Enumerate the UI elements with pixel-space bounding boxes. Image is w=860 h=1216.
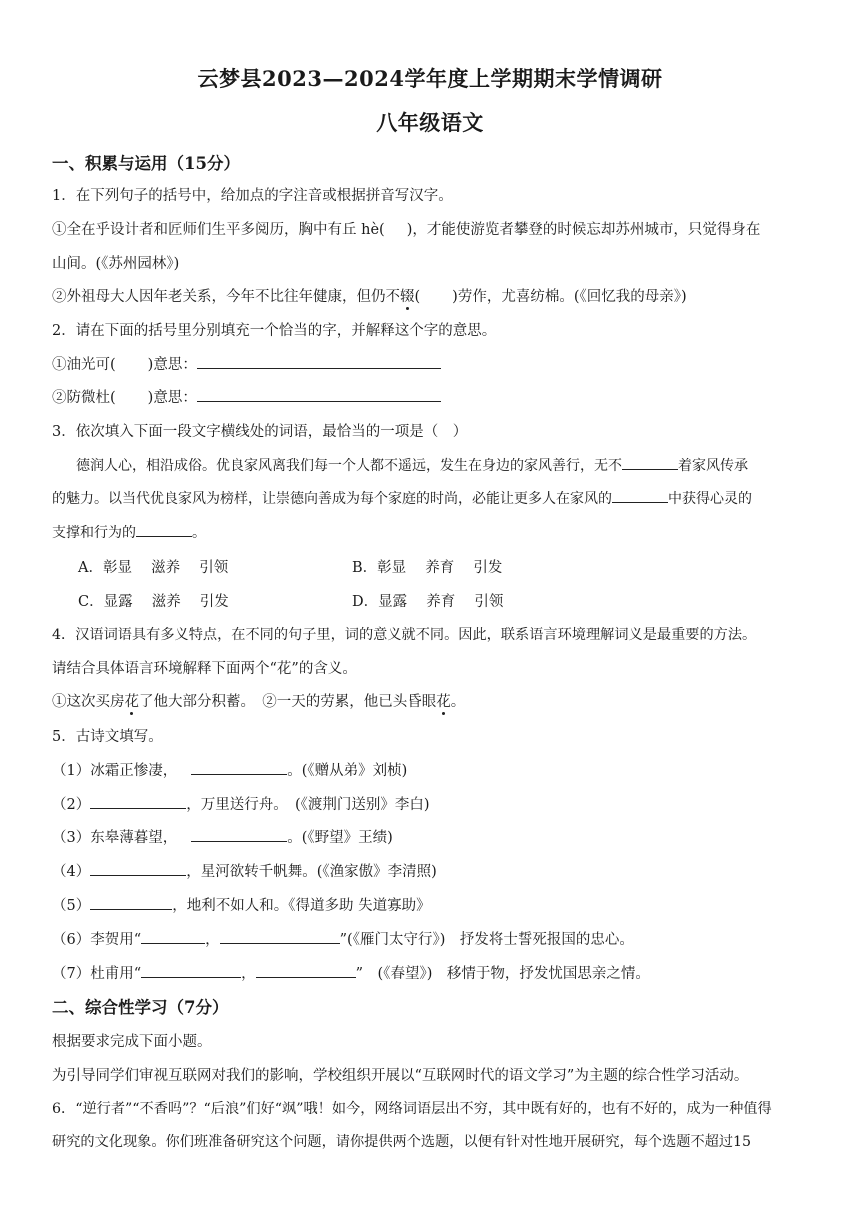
q4-line3: ①这次买房花了他大部分积蓄。 ②一天的劳累，他已头昏眼花。 (52, 694, 466, 710)
q3-option-d[interactable]: D．显露 养育 引领 (352, 594, 504, 610)
q1-stem: 1．在下列句子的括号中，给加点的字注音或根据拼音写汉字。 (52, 188, 453, 204)
q5-item5: （5） ，地利不如人和。《得道多助 失道寡助》 (52, 894, 431, 915)
q5-item4: （4） ，星河欲转千帆舞。(《渔家傲》李清照) (52, 860, 437, 881)
dotted-char: 辍 (400, 289, 415, 305)
q2-item1: ①油光可( )意思： (52, 353, 441, 374)
exam-subtitle: 八年级语文 (376, 110, 484, 135)
q3-option-a[interactable]: A．彰显 滋养 引领 (78, 560, 229, 576)
q5-item3: （3）东皋薄暮望， 。(《野望》王绩) (52, 826, 393, 847)
q3-stem: 3．依次填入下面一段文字横线处的词语，最恰当的一项是（ ） (52, 424, 468, 440)
q2-item2: ②防微杜( )意思： (52, 386, 441, 407)
q5-item1: （1）冰霜正惨凄， 。(《赠从弟》刘桢) (52, 759, 407, 780)
answer-blank[interactable] (90, 793, 186, 809)
q6-line1: 6．“逆行者”“不香吗”？“后浪”们好“飒”哦！如今，网络词语层出不穷，其中既有好的，也有不好的，成为一种值得 (52, 1101, 772, 1117)
q5-stem: 5．古诗文填写。 (52, 729, 163, 745)
section2-background: 为引导同学们审视互联网对我们的影响，学校组织开展以“互联网时代的语文学习”为主题的综合性学习活动。 (52, 1068, 749, 1084)
q3-passage-line2: 的魅力。以当代优良家风为榜样，让崇德向善成为每个家庭的时尚，必能让更多人在家风的 中获得心灵的 (52, 487, 752, 508)
q5-item2: （2） ，万里送行舟。 (《渡荆门送别》李白) (52, 793, 430, 814)
section2-heading: 二、综合性学习（7分） (52, 998, 229, 1017)
q6-line2: 研究的文化现象。你们班准备研究这个问题，请你提供两个选题，以便有针对性地开展研究，每个选题不超过15 (52, 1134, 752, 1150)
answer-blank[interactable] (256, 962, 356, 978)
q3-option-b[interactable]: B．彰显 养育 引发 (352, 560, 503, 576)
answer-blank[interactable] (197, 386, 441, 402)
q5-item6: （6）李贺用“ ， ”(《雁门太守行》) 抒发将士誓死报国的忠心。 (52, 928, 634, 949)
answer-blank[interactable] (622, 454, 678, 470)
q5-item7: （7）杜甫用“ ， ” (《春望》) 移情于物，抒发忧国思亲之情。 (52, 962, 650, 983)
q4-line2: 请结合具体语言环境解释下面两个“花”的含义。 (52, 661, 357, 677)
dotted-char: 花 (124, 694, 139, 710)
answer-blank[interactable] (141, 928, 205, 944)
q2-stem: 2．请在下面的括号里分别填充一个恰当的字，并解释这个字的意思。 (52, 323, 497, 339)
q3-passage-line3: 支撑和行为的 。 (52, 521, 206, 542)
answer-blank[interactable] (136, 521, 192, 537)
answer-blank[interactable] (612, 487, 668, 503)
section2-intro: 根据要求完成下面小题。 (52, 1034, 212, 1050)
exam-title: 云梦县2023—2024学年度上学期期末学情调研 (197, 66, 663, 91)
answer-blank[interactable] (197, 353, 441, 369)
q1-sentence1-cont: 山间。(《苏州园林》) (52, 256, 180, 272)
q3-passage-line1: 德润人心，相沿成俗。优良家风离我们每一个人都不遥远，发生在身边的家风善行，无不 着家风传承 (76, 454, 748, 475)
answer-blank[interactable] (141, 962, 241, 978)
q1-sentence2: ②外祖母大人因年老关系，今年不比往年健康，但仍不辍( )劳作，尤喜纺棉。(《回忆我的母亲》) (52, 289, 687, 305)
q1-sentence1: ①全在乎设计者和匠师们生平多阅历，胸中有丘 hè( )，才能使游览者攀登的时候忘却苏州城市，只觉得身在 (52, 222, 761, 238)
section1-heading: 一、积累与运用（15分） (52, 154, 240, 173)
dotted-char: 花 (436, 694, 451, 710)
answer-blank[interactable] (220, 928, 340, 944)
q4-line1: 4．汉语词语具有多义特点，在不同的句子里，词的意义就不同。因此，联系语言环境理解词义是最重要的方法。 (52, 627, 757, 643)
q3-option-c[interactable]: C．显露 滋养 引发 (78, 594, 229, 610)
answer-blank[interactable] (90, 860, 186, 876)
answer-blank[interactable] (191, 759, 287, 775)
answer-blank[interactable] (191, 826, 287, 842)
answer-blank[interactable] (90, 894, 172, 910)
